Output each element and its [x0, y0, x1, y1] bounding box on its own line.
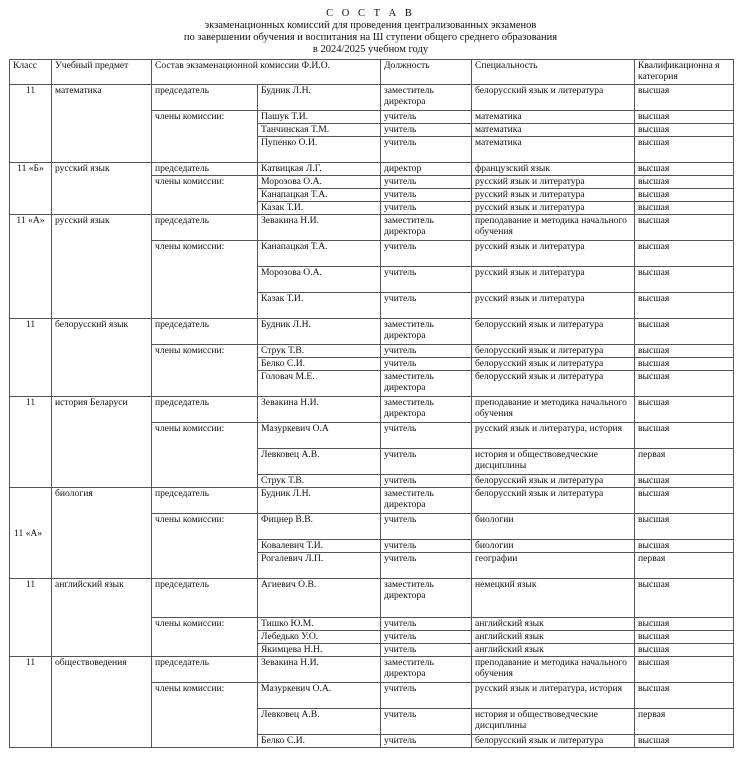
role-cell-chair: председатель	[152, 163, 258, 176]
member-name-cell: Пупенко О.И.	[258, 137, 381, 163]
member-name-cell: Лебедько У.О.	[258, 631, 381, 644]
member-name-cell: Мазуркевич О.А.	[258, 683, 381, 709]
member-name-cell: Левковец А.В.	[258, 449, 381, 475]
subject-cell: математика	[52, 85, 152, 163]
role-cell-members: члены комиссии:	[152, 111, 258, 163]
table-row	[10, 319, 734, 345]
position-cell: учитель	[381, 293, 472, 319]
category-cell: высшая	[635, 644, 734, 657]
specialty-cell: преподавание и методика начального обучения	[472, 397, 635, 423]
table-row	[10, 215, 734, 241]
position-cell: учитель	[381, 202, 472, 215]
category-cell: высшая	[635, 683, 734, 709]
specialty-cell: белорусский язык и литература	[472, 85, 635, 111]
specialty-cell: белорусский язык и литература	[472, 358, 635, 371]
document-header	[0, 0, 741, 56]
member-name-cell: Канапацкая Т.А.	[258, 241, 381, 267]
specialty-cell: преподавание и методика начального обучения	[472, 215, 635, 241]
specialty-cell: английский язык	[472, 644, 635, 657]
member-name-cell: Белко С.И.	[258, 358, 381, 371]
commission-table	[9, 59, 734, 748]
position-cell: учитель	[381, 111, 472, 124]
position-cell: учитель	[381, 553, 472, 579]
specialty-cell: русский язык и литература	[472, 176, 635, 189]
document-subtitle-line-1: экзаменационных комиссий для проведения централизованных экзаменов	[204, 20, 537, 31]
member-name-cell: Белко С.И.	[258, 735, 381, 748]
member-name-cell: Будник Л.Н.	[258, 85, 381, 111]
member-name-cell: Рогалевич Л.П.	[258, 553, 381, 579]
role-cell-chair: председатель	[152, 85, 258, 111]
position-cell: учитель	[381, 514, 472, 540]
position-cell: директор	[381, 163, 472, 176]
column-header-composition: Состав экзаменационной комиссии Ф.И.О.	[152, 60, 381, 85]
member-name-cell: Струк Т.В.	[258, 345, 381, 358]
class-cell: 11 «А»	[10, 488, 52, 579]
role-cell-chair: председатель	[152, 657, 258, 683]
role-cell-chair: председатель	[152, 397, 258, 423]
position-cell: учитель	[381, 631, 472, 644]
category-cell: высшая	[635, 423, 734, 449]
specialty-cell: математика	[472, 124, 635, 137]
member-name-cell: Казак Т.И.	[258, 202, 381, 215]
category-cell: высшая	[635, 124, 734, 137]
specialty-cell: история и обществоведческие дисциплины	[472, 449, 635, 475]
member-name-cell: Зевакина Н.И.	[258, 215, 381, 241]
role-cell-members: члены комиссии:	[152, 345, 258, 397]
member-name-cell: Канапацкая Т.А.	[258, 189, 381, 202]
table-row	[10, 85, 734, 111]
column-header-specialty: Специальность	[472, 60, 635, 85]
member-name-cell: Ковалевич Т.И.	[258, 540, 381, 553]
specialty-cell: белорусский язык и литература	[472, 371, 635, 397]
table-row	[10, 579, 734, 618]
column-header-class: Класс	[10, 60, 52, 85]
member-name-cell: Зевакина Н.И.	[258, 397, 381, 423]
subject-cell: русский язык	[52, 215, 152, 319]
specialty-cell: преподавание и методика начального обучения	[472, 657, 635, 683]
category-cell: высшая	[635, 475, 734, 488]
class-cell: 11	[10, 319, 52, 397]
position-cell: учитель	[381, 189, 472, 202]
member-name-cell: Будник Л.Н.	[258, 319, 381, 345]
specialty-cell: русский язык и литература	[472, 189, 635, 202]
member-name-cell: Морозова О.А.	[258, 176, 381, 189]
table-row	[10, 163, 734, 176]
category-cell: высшая	[635, 631, 734, 644]
column-header-category: Квалификационна я категория	[635, 60, 734, 85]
specialty-cell: математика	[472, 137, 635, 163]
position-cell: заместитель директора	[381, 397, 472, 423]
specialty-cell: немецкий язык	[472, 579, 635, 618]
role-cell-chair: председатель	[152, 579, 258, 618]
member-name-cell: Катвицкая Л.Г.	[258, 163, 381, 176]
position-cell: заместитель директора	[381, 371, 472, 397]
subject-cell: английский язык	[52, 579, 152, 657]
category-cell: высшая	[635, 241, 734, 267]
position-cell: учитель	[381, 358, 472, 371]
position-cell: учитель	[381, 241, 472, 267]
column-header-position: Должность	[381, 60, 472, 85]
class-cell: 11	[10, 657, 52, 748]
member-name-cell: Зевакина Н.И.	[258, 657, 381, 683]
member-name-cell: Танчинская Т.М.	[258, 124, 381, 137]
member-name-cell: Левковец А.В.	[258, 709, 381, 735]
member-name-cell: Головач М.Е.	[258, 371, 381, 397]
document-subtitle-line-2: по завершении обучения и воспитания на Ш ступени общего среднего образования	[183, 32, 558, 43]
position-cell: заместитель директора	[381, 215, 472, 241]
table-header-row	[10, 60, 734, 85]
subject-cell: белорусский язык	[52, 319, 152, 397]
specialty-cell: английский язык	[472, 618, 635, 631]
category-cell: высшая	[635, 85, 734, 111]
position-cell: учитель	[381, 540, 472, 553]
class-cell: 11 «Б»	[10, 163, 52, 215]
class-cell: 11	[10, 579, 52, 657]
position-cell: учитель	[381, 423, 472, 449]
category-cell: высшая	[635, 137, 734, 163]
role-cell-members: члены комиссии:	[152, 176, 258, 215]
class-cell: 11	[10, 397, 52, 488]
position-cell: учитель	[381, 449, 472, 475]
category-cell: первая	[635, 553, 734, 579]
position-cell: учитель	[381, 137, 472, 163]
category-cell: высшая	[635, 176, 734, 189]
document-title: С О С Т А В	[326, 8, 415, 19]
specialty-cell: русский язык и литература	[472, 267, 635, 293]
specialty-cell: биологии	[472, 540, 635, 553]
table-body	[10, 85, 734, 748]
specialty-cell: русский язык и литература, история	[472, 423, 635, 449]
role-cell-members: члены комиссии:	[152, 514, 258, 579]
document-subtitle-line-3: в 2024/2025 учебном году	[312, 44, 429, 55]
member-name-cell: Пашук Т.И.	[258, 111, 381, 124]
position-cell: учитель	[381, 644, 472, 657]
subject-cell: русский язык	[52, 163, 152, 215]
member-name-cell: Казак Т.И.	[258, 293, 381, 319]
specialty-cell: русский язык и литература	[472, 202, 635, 215]
category-cell: высшая	[635, 215, 734, 241]
category-cell: высшая	[635, 579, 734, 618]
column-header-subject: Учебный предмет	[52, 60, 152, 85]
category-cell: высшая	[635, 319, 734, 345]
specialty-cell: географии	[472, 553, 635, 579]
member-name-cell: Морозова О.А.	[258, 267, 381, 293]
category-cell: высшая	[635, 735, 734, 748]
role-cell-members: члены комиссии:	[152, 241, 258, 319]
category-cell: высшая	[635, 540, 734, 553]
position-cell: учитель	[381, 735, 472, 748]
category-cell: высшая	[635, 267, 734, 293]
position-cell: учитель	[381, 683, 472, 709]
category-cell: высшая	[635, 163, 734, 176]
position-cell: учитель	[381, 709, 472, 735]
category-cell: высшая	[635, 657, 734, 683]
table-row	[10, 488, 734, 514]
member-name-cell: Якимцева Н.Н.	[258, 644, 381, 657]
category-cell: высшая	[635, 397, 734, 423]
category-cell: высшая	[635, 371, 734, 397]
position-cell: учитель	[381, 267, 472, 293]
subject-cell: биология	[52, 488, 152, 579]
category-cell: высшая	[635, 514, 734, 540]
position-cell: заместитель директора	[381, 319, 472, 345]
position-cell: заместитель директора	[381, 579, 472, 618]
specialty-cell: английский язык	[472, 631, 635, 644]
member-name-cell: Агиевич О.В.	[258, 579, 381, 618]
category-cell: высшая	[635, 345, 734, 358]
table-row	[10, 657, 734, 683]
member-name-cell: Мазуркевич О.А	[258, 423, 381, 449]
role-cell-members: члены комиссии:	[152, 683, 258, 748]
specialty-cell: белорусский язык и литература	[472, 488, 635, 514]
specialty-cell: история и обществоведческие дисциплины	[472, 709, 635, 735]
specialty-cell: русский язык и литература	[472, 241, 635, 267]
member-name-cell: Струк Т.В.	[258, 475, 381, 488]
specialty-cell: математика	[472, 111, 635, 124]
category-cell: высшая	[635, 189, 734, 202]
role-cell-members: члены комиссии:	[152, 423, 258, 488]
specialty-cell: русский язык и литература, история	[472, 683, 635, 709]
member-name-cell: Тишко Ю.М.	[258, 618, 381, 631]
specialty-cell: белорусский язык и литература	[472, 345, 635, 358]
member-name-cell: Фицнер В.В.	[258, 514, 381, 540]
specialty-cell: биологии	[472, 514, 635, 540]
category-cell: высшая	[635, 358, 734, 371]
category-cell: высшая	[635, 488, 734, 514]
role-cell-chair: председатель	[152, 319, 258, 345]
role-cell-members: члены комиссии:	[152, 618, 258, 657]
specialty-cell: русский язык и литература	[472, 293, 635, 319]
position-cell: учитель	[381, 345, 472, 358]
specialty-cell: белорусский язык и литература	[472, 319, 635, 345]
subject-cell: история Беларуси	[52, 397, 152, 488]
category-cell: первая	[635, 449, 734, 475]
position-cell: учитель	[381, 124, 472, 137]
member-name-cell: Будник Л.Н.	[258, 488, 381, 514]
category-cell: высшая	[635, 618, 734, 631]
table-row	[10, 397, 734, 423]
category-cell: первая	[635, 709, 734, 735]
subject-cell: обществоведения	[52, 657, 152, 748]
position-cell: учитель	[381, 618, 472, 631]
position-cell: заместитель директора	[381, 657, 472, 683]
role-cell-chair: председатель	[152, 215, 258, 241]
category-cell: высшая	[635, 111, 734, 124]
role-cell-chair: председатель	[152, 488, 258, 514]
class-cell: 11 «А»	[10, 215, 52, 319]
specialty-cell: белорусский язык и литература	[472, 735, 635, 748]
position-cell: учитель	[381, 176, 472, 189]
position-cell: учитель	[381, 475, 472, 488]
specialty-cell: французский язык	[472, 163, 635, 176]
class-cell: 11	[10, 85, 52, 163]
position-cell: заместитель директора	[381, 488, 472, 514]
specialty-cell: белорусский язык и литература	[472, 475, 635, 488]
category-cell: высшая	[635, 202, 734, 215]
position-cell: заместитель директора	[381, 85, 472, 111]
category-cell: высшая	[635, 293, 734, 319]
